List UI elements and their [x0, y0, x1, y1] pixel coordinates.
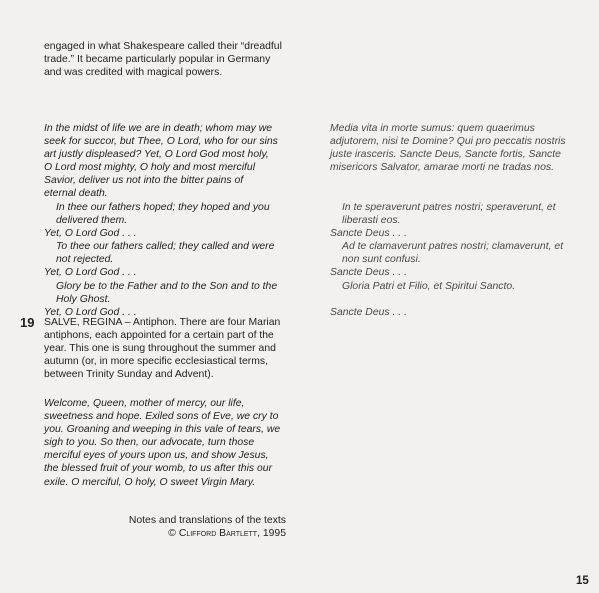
page-number: 15 [576, 575, 589, 587]
text-line: SALVE, REGINA – Antiphon. There are four Marian [44, 317, 281, 328]
text-line: you. Groaning and weeping in this vale of tears, we [44, 424, 281, 436]
response-line: Sancte Deus . . . [330, 228, 407, 240]
credit-year: 1995 [262, 528, 286, 540]
credit-line: Notes and translations of the texts [128, 515, 286, 526]
response-line: Yet, O Lord God . . . [44, 228, 137, 240]
credit-author: Clifford Bartlett [178, 528, 258, 540]
text-line: antiphons, each appointed for a certain part of the [44, 330, 274, 342]
text-line: Media vita in morte sumus: quem quaerimus [330, 123, 535, 134]
text-line: engaged in what Shakespeare called their “dreadful [44, 41, 282, 52]
text-line: eternal death. [44, 188, 108, 200]
text-line: In the midst of life we are in death; whom may we [44, 123, 273, 134]
text-line: juste irasceris. Sancte Deus, Sancte fortis, Sancte [330, 149, 561, 161]
text-line: trade.” It became particularly popular in Germany [44, 54, 271, 66]
text-line: merciful eyes of yours upon us, and show Jesus, [44, 450, 269, 462]
intro-paragraph [44, 40, 282, 79]
translation-credit [129, 514, 286, 540]
text-line: exile. O merciful, O holy, O sweet Virgin Mary. [44, 476, 256, 488]
text-line: seek for succor, but Thee, O Lord, who for our sins [44, 136, 278, 148]
text-line: sigh to you. So then, our advocate, turn those [44, 437, 255, 449]
text-line: art justly displeased? Yet, O Lord God most holy, [44, 149, 269, 161]
spacer-line [330, 293, 563, 306]
copyright-symbol: © [168, 528, 176, 540]
response-line: Sancte Deus . . . [330, 267, 407, 279]
media-vita-english-verses [44, 201, 277, 319]
text-line: between Trinity Sunday and Advent). [44, 369, 214, 381]
verse-line: Gloria Patri et Filio, et Spiritui Sancto. [342, 280, 516, 292]
salve-regina-description [44, 316, 280, 381]
verse-line: delivered them. [56, 215, 128, 227]
text-line: O Lord most mighty, O holy and most merciful [44, 162, 256, 174]
media-vita-latin [330, 122, 566, 174]
text-line: the blessed fruit of your womb, to us after this our [44, 463, 273, 475]
verse-line: not rejected. [56, 254, 114, 266]
text-line: misericors Salvator, amarae morti ne tradas nos. [330, 162, 554, 174]
media-vita-latin-verses [330, 201, 563, 319]
text-line: and was credited with magical powers. [44, 67, 223, 79]
track-number: 19 [20, 315, 35, 330]
text-line: year. This one is sung throughout the summer and [44, 343, 276, 355]
verse-line: Glory be to the Father and to the Son and to the [56, 280, 278, 292]
response-line: Yet, O Lord God . . . [44, 267, 137, 279]
media-vita-english [44, 122, 278, 201]
verse-line: Ad te clamaverunt patres nostri; clamaverunt, et [342, 241, 564, 253]
verse-line: In te speraverunt patres nostri; speraverunt, et [342, 202, 556, 213]
text-line: Welcome, Queen, mother of mercy, our life, [44, 398, 245, 409]
response-line: Yet, O Lord God . . . [44, 306, 137, 318]
text-line: Savior, deliver us not into the bitter pains of [44, 175, 244, 187]
text-line: sweetness and hope. Exiled sons of Eve, we cry to [44, 411, 279, 423]
verse-line: liberasti eos. [342, 215, 401, 227]
verse-line: To thee our fathers called; they called and were [56, 241, 275, 253]
salve-regina-translation [44, 397, 280, 489]
copyright-line: © Clifford Bartlett, 1995 [168, 528, 286, 540]
verse-line: In thee our fathers hoped; they hoped and you [56, 202, 270, 213]
text-line: autumn (or, in more specific ecclesiastical terms, [44, 356, 268, 368]
text-line: adjutorem, nisi te Domine? Qui pro peccatis nostris [330, 136, 566, 148]
verse-line: non sunt confusi. [342, 254, 421, 266]
verse-line: Holy Ghost. [56, 293, 111, 305]
response-line: Sancte Deus . . . [330, 306, 407, 318]
